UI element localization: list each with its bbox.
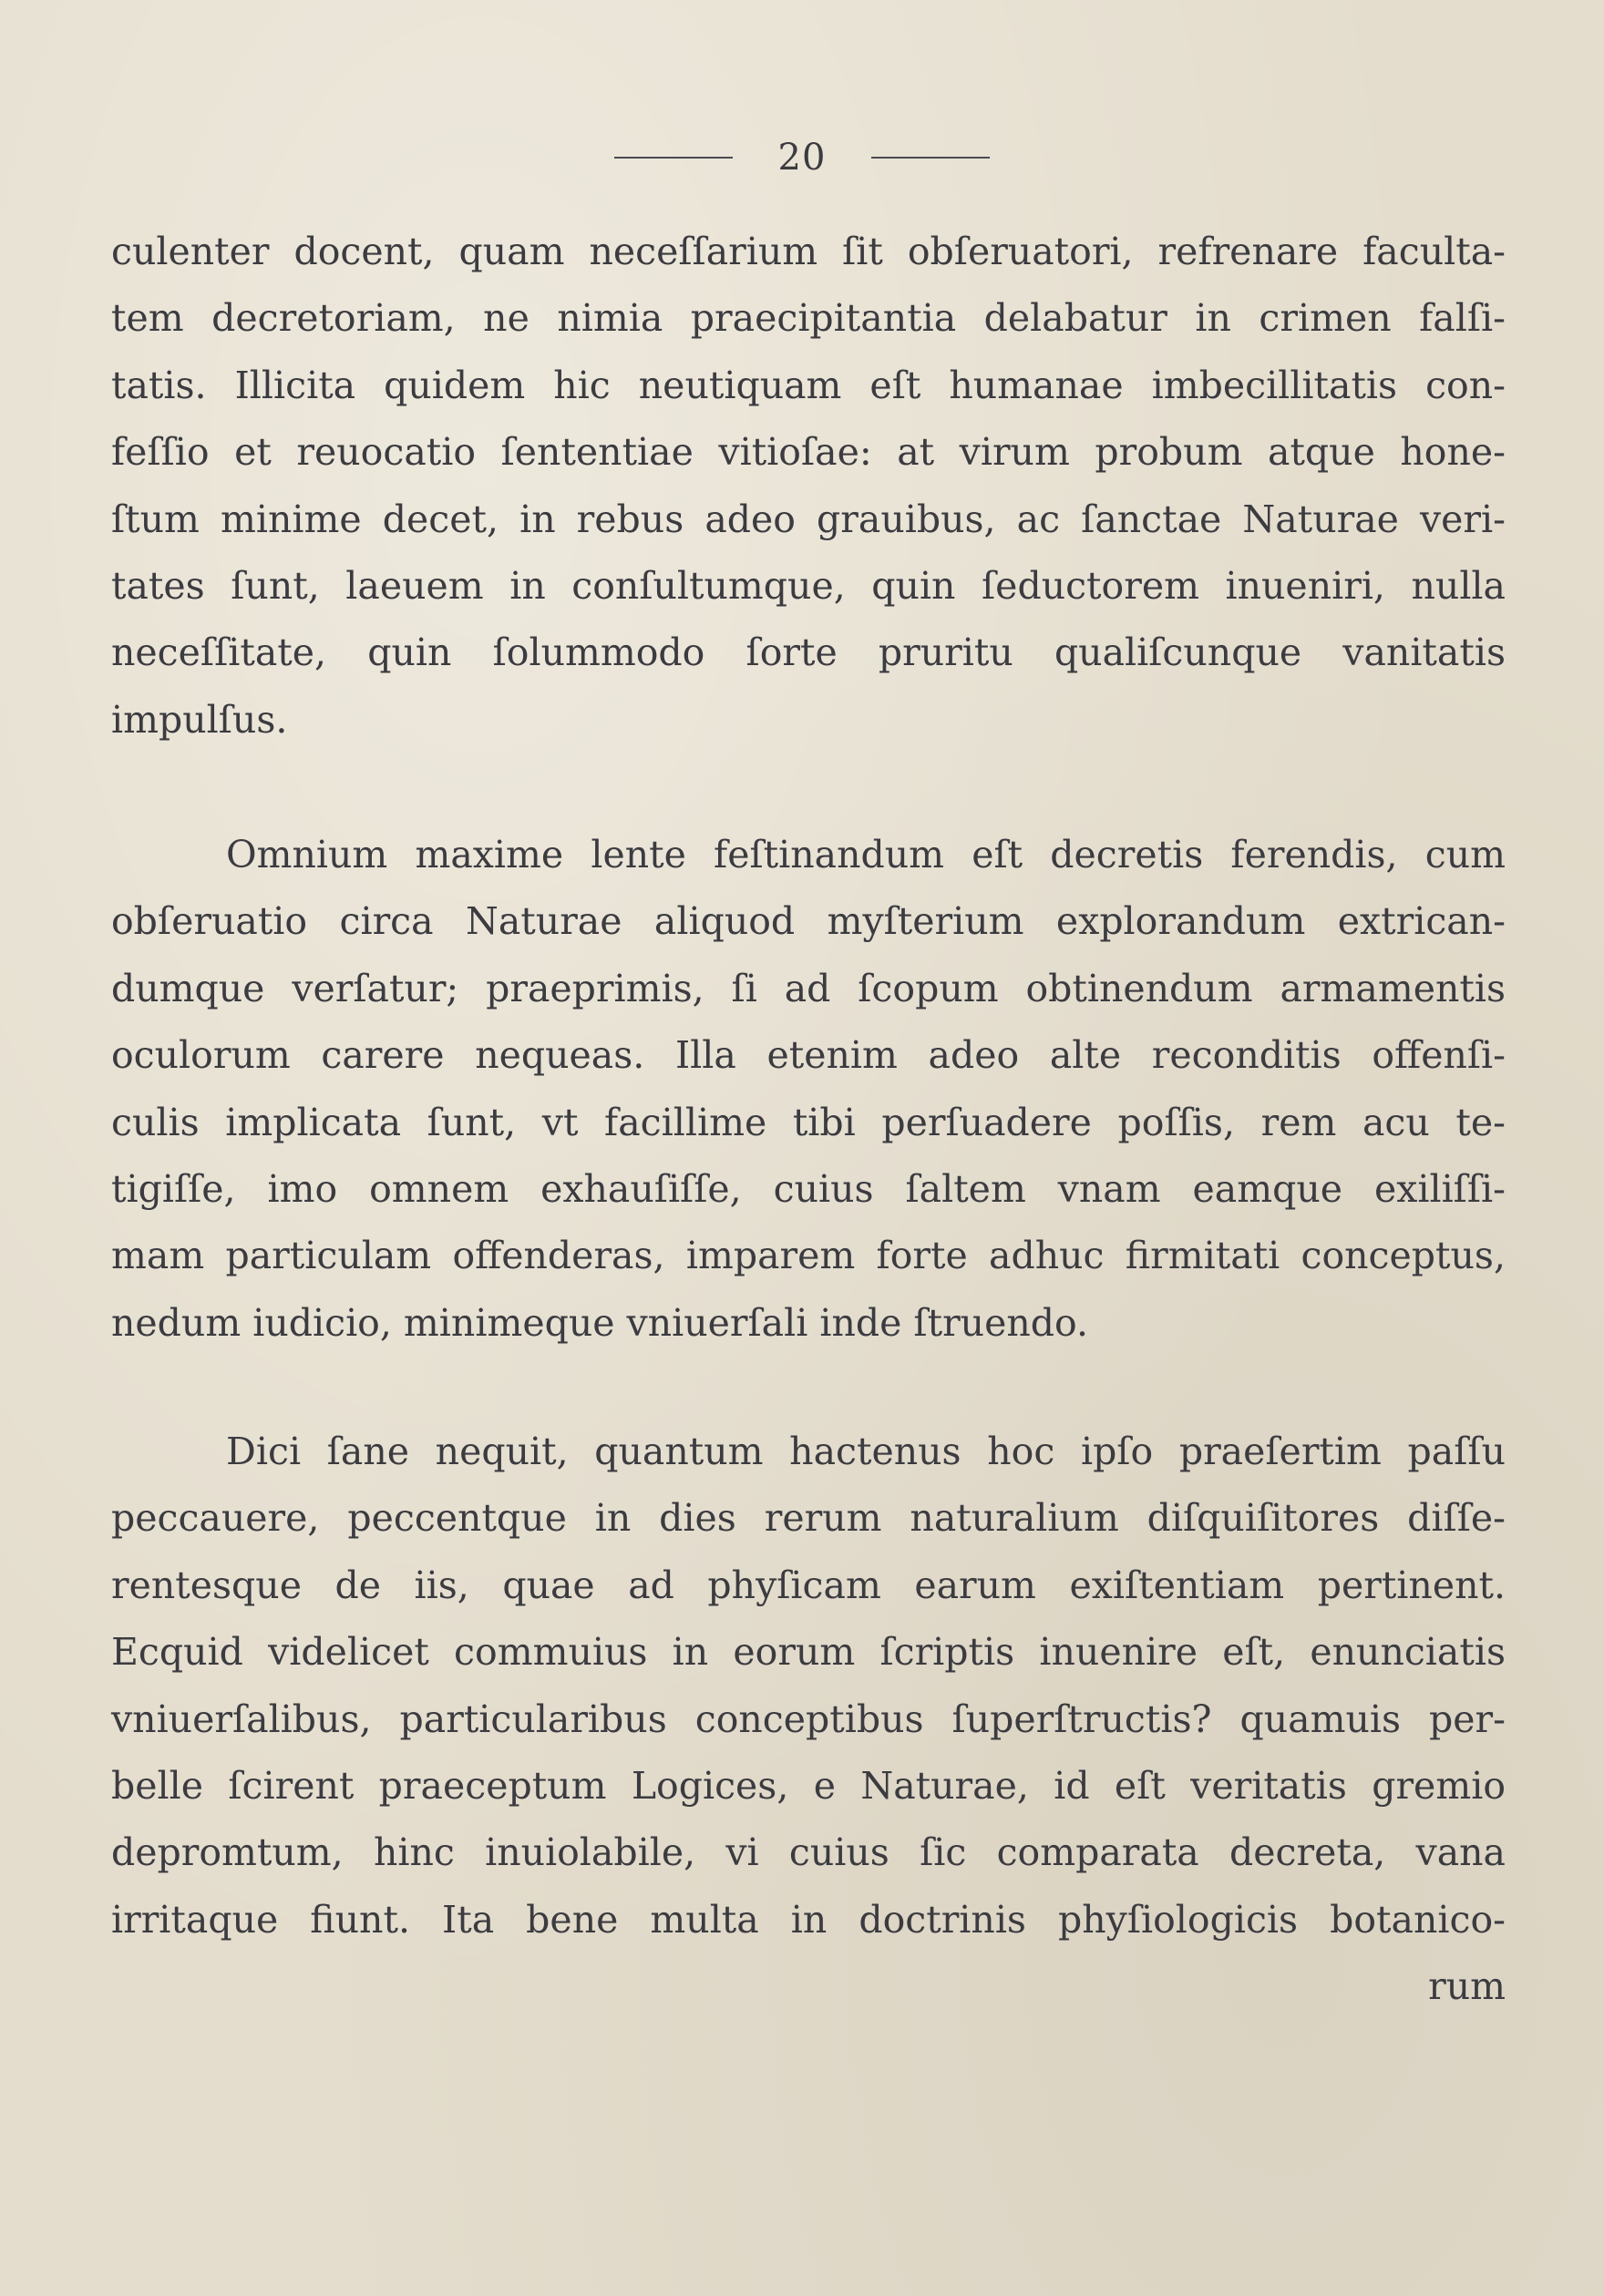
text-line: depromtum, hinc inuiolabile, vi cuius ſic comparata decreta, vana (111, 1830, 1506, 1875)
header-rule-left (614, 157, 733, 159)
text-line: tates ſunt, laeuem in conſultumque, quin ſeductorem inueniri, nulla (111, 563, 1506, 608)
text-line: culenter docent, quam neceſſarium ſit obſeruatori, refrenare faculta- (111, 230, 1506, 273)
text-line: tatis. Illicita quidem hic neutiquam eſt humanae imbecillitatis con- (111, 363, 1506, 407)
text-line: neceſſitate, quin ſolummodo ſorte pruritu qualiſcunque vanitatis (111, 630, 1506, 675)
paragraph-3 (111, 1419, 1506, 2021)
text-line: tem decretoriam, ne nimia praecipitantia delabatur in crimen falſi- (111, 296, 1506, 341)
text-line: mam particulam offenderas, imparem forte adhuc firmitati conceptus, (111, 1234, 1506, 1278)
text-line: rentesque de iis, quae ad phyſicam earum exiſtentiam pertinent. (111, 1563, 1506, 1607)
page-header (0, 135, 1604, 180)
text-line: belle ſcirent praeceptum Logices, e Naturae, id eſt veritatis gremio (111, 1763, 1506, 1808)
text-line: dumque verſatur; praeprimis, ſi ad ſcopum obtinendum armamentis (111, 966, 1506, 1010)
catchword: rum (1428, 1964, 1506, 2009)
text-line: feſſio et reuocatio ſententiae vitioſae: at virum probum atque hone- (111, 430, 1506, 475)
text-line: irritaque fiunt. Ita bene multa in doctrinis phyſiologicis botanico- (111, 1897, 1506, 1942)
text-line: peccauere, peccentque in dies rerum naturalium diſquiſitores diſſe- (111, 1496, 1506, 1541)
paragraph-2 (111, 822, 1506, 1357)
text-line: Ecquid videlicet commuius in eorum ſcriptis inuenire eſt, enunciatis (111, 1630, 1506, 1675)
text-line: oculorum carere nequeas. Illa etenim adeo alte reconditis offenſi- (111, 1033, 1506, 1078)
text-line: Omnium maxime lente feſtinandum eſt decretis ferendis, cum (226, 833, 1506, 876)
text-line: obſeruatio circa Naturae aliquod myſterium explorandum extrican- (111, 899, 1506, 944)
text-line: vniuerſalibus, particularibus conceptibus ſuperſtructis? quamuis per- (111, 1696, 1506, 1741)
text-line: nedum iudicio, minimeque vniuerſali inde ſtruendo. (111, 1300, 1088, 1345)
paragraph-1 (111, 219, 1506, 753)
text-line: ſtum minime decet, in rebus adeo grauibus, ac ſanctae Naturae veri- (111, 497, 1506, 541)
text-line: tigiſſe, imo omnem exhauſiſſe, cuius ſaltem vnam eamque exiliſſi- (111, 1166, 1506, 1211)
text-line: Dici ſane nequit, quantum hactenus hoc ipſo praeſertim paſſu (226, 1430, 1506, 1473)
page-number: 20 (777, 137, 827, 179)
text-line: culis implicata ſunt, vt facillime tibi perſuadere poſſis, rem acu te- (111, 1100, 1506, 1144)
header-rule-right (871, 157, 990, 159)
text-line: impulſus. (111, 697, 288, 742)
